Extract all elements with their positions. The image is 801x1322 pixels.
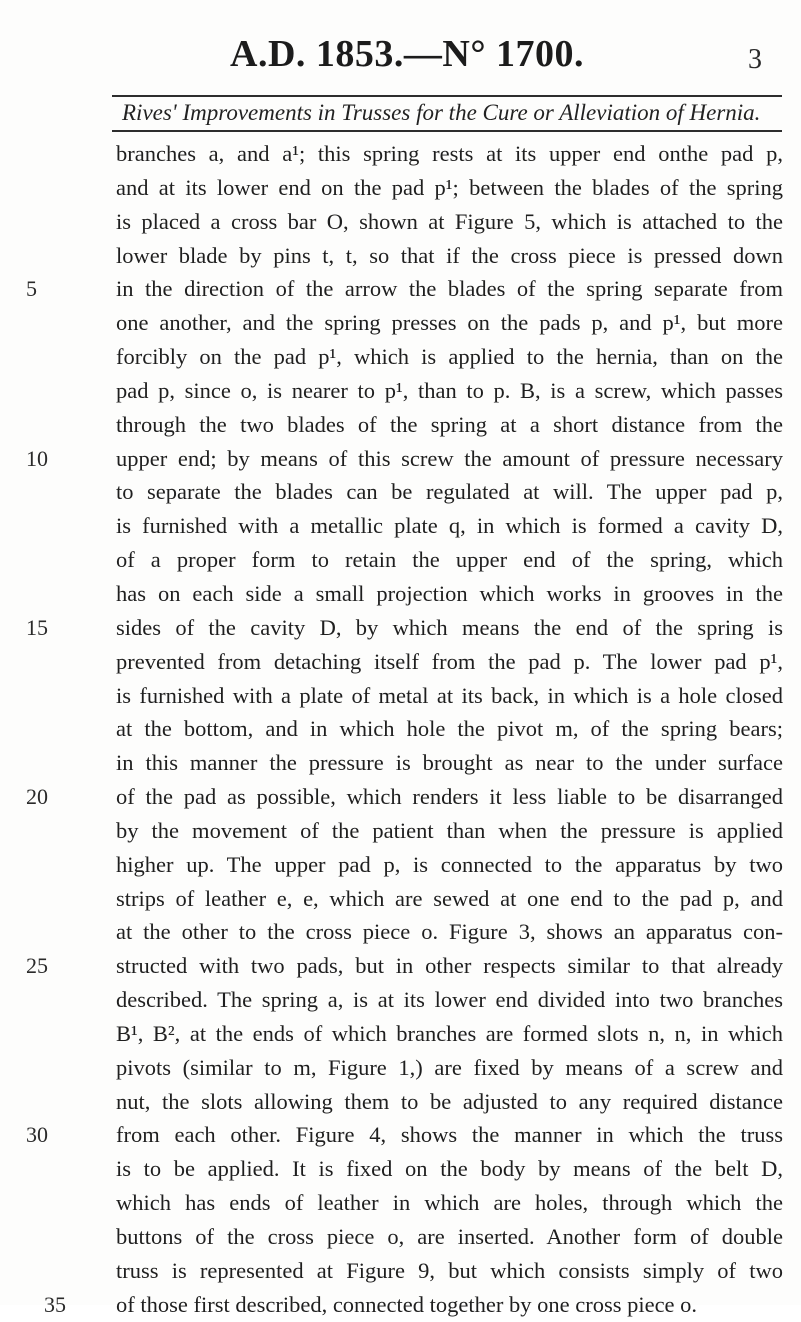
text-line [116, 1051, 783, 1085]
line-text: by the movement of the patient than when the pressure is applied [116, 817, 783, 843]
text-line [116, 1254, 783, 1288]
text-line [116, 1017, 783, 1051]
line-text: lower blade by pins t, t, so that if the cross piece is pressed down [116, 242, 783, 268]
line-text: in this manner the pressure is brought as near to the under surface [116, 750, 783, 776]
line-number: 10 [26, 445, 48, 471]
line-text: at the bottom, and in which hole the pivot m, of the spring bears; [116, 716, 783, 742]
line-text: truss is represented at Figure 9, but which consists simply of two [116, 1257, 783, 1283]
text-line [26, 611, 783, 645]
text-line [116, 137, 783, 171]
line-text: is placed a cross bar O, shown at Figure 5, which is attached to the [116, 208, 783, 234]
text-line [116, 205, 783, 239]
line-text: structed with two pads, but in other respects similar to that already [116, 953, 783, 979]
text-line [116, 509, 783, 543]
line-number: 5 [26, 276, 37, 302]
line-text: higher up. The upper pad p, is connected to the apparatus by two [116, 851, 783, 877]
line-text: prevented from detaching itself from the pad p. The lower pad p¹, [116, 648, 783, 674]
text-line [26, 442, 783, 476]
text-line [26, 949, 783, 983]
line-text: which has ends of leather in which are holes, through which the [116, 1190, 783, 1216]
text-line [116, 1186, 783, 1220]
line-text: has on each side a small projection which works in grooves in the [116, 580, 783, 606]
line-text: to separate the blades can be regulated at will. The upper pad p, [116, 479, 783, 505]
line-number: 20 [26, 784, 48, 810]
line-text: is furnished with a plate of metal at its back, in which is a hole closed [116, 682, 783, 708]
text-line [116, 543, 783, 577]
line-text: at the other to the cross piece o. Figure 3, shows an apparatus con- [116, 919, 783, 945]
line-text: is to be applied. It is fixed on the body by means of the belt D, [116, 1156, 783, 1182]
text-line [116, 577, 783, 611]
text-line [116, 848, 783, 882]
line-text: of the pad as possible, which renders it less liable to be disarranged [116, 784, 783, 810]
line-text: is furnished with a metallic plate q, in which is formed a cavity D, [116, 513, 783, 539]
body-text [26, 137, 783, 1322]
text-line [116, 1152, 783, 1186]
text-line [116, 712, 783, 746]
text-line [116, 814, 783, 848]
line-text: from each other. Figure 4, shows the manner in which the truss [116, 1122, 783, 1148]
text-line [116, 983, 783, 1017]
line-text: upper end; by means of this screw the amount of pressure necessary [116, 445, 783, 471]
line-number: 35 [44, 1291, 66, 1317]
line-text: strips of leather e, e, which are sewed at one end to the pad p, and [116, 885, 783, 911]
text-line [116, 239, 783, 273]
text-line [26, 1118, 783, 1152]
line-text: B¹, B², at the ends of which branches are formed slots n, n, in which [116, 1020, 783, 1046]
text-line [116, 882, 783, 916]
text-line [116, 374, 783, 408]
text-line [116, 915, 783, 949]
line-text: buttons of the cross piece o, are inserted. Another form of double [116, 1224, 783, 1249]
text-line [116, 408, 783, 442]
line-text: in the direction of the arrow the blades of the spring separate from [116, 276, 783, 302]
line-text: described. The spring a, is at its lower end divided into two branches [116, 987, 783, 1013]
text-line [26, 272, 783, 306]
line-text: and at its lower end on the pad p¹; between the blades of the spring [116, 174, 783, 200]
line-text: of a proper form to retain the upper end of the spring, which [116, 547, 783, 573]
line-number: 25 [26, 953, 48, 979]
running-title: Rives' Improvements in Trusses for the Cure or Alleviation of Hernia. [122, 100, 761, 125]
text-line [116, 171, 783, 205]
header-rule-bottom [112, 130, 782, 132]
text-line [116, 746, 783, 780]
text-line [116, 475, 783, 509]
text-line [116, 679, 783, 713]
text-line [26, 780, 783, 814]
text-line [116, 306, 783, 340]
line-text: pivots (similar to m, Figure 1,) are fixed by means of a screw and [116, 1054, 783, 1080]
line-text: one another, and the spring presses on the pads p, and p¹, but more [116, 310, 783, 336]
text-line [116, 645, 783, 679]
text-line [116, 1085, 783, 1119]
page-header-title: A.D. 1853.—N° 1700. [230, 33, 585, 75]
text-line [116, 1220, 783, 1254]
line-text: of those first described, connected together by one cross piece o. [116, 1291, 698, 1317]
line-text: forcibly on the pad p¹, which is applied to the hernia, than on the [116, 344, 783, 370]
line-text: sides of the cavity D, by which means the end of the spring is [116, 614, 783, 640]
line-text: pad p, since o, is nearer to p¹, than to p. B, is a screw, which passes [116, 377, 783, 403]
line-text: through the two blades of the spring at a short distance from the [116, 411, 783, 437]
line-text: branches a, and a¹; this spring rests at its upper end onthe pad p, [116, 141, 783, 166]
line-number: 15 [26, 614, 48, 640]
page-number: 3 [748, 44, 762, 75]
line-number: 30 [26, 1122, 48, 1148]
text-line [116, 340, 783, 374]
header-rule-top [112, 95, 782, 97]
line-text: nut, the slots allowing them to be adjusted to any required distance [116, 1088, 783, 1114]
